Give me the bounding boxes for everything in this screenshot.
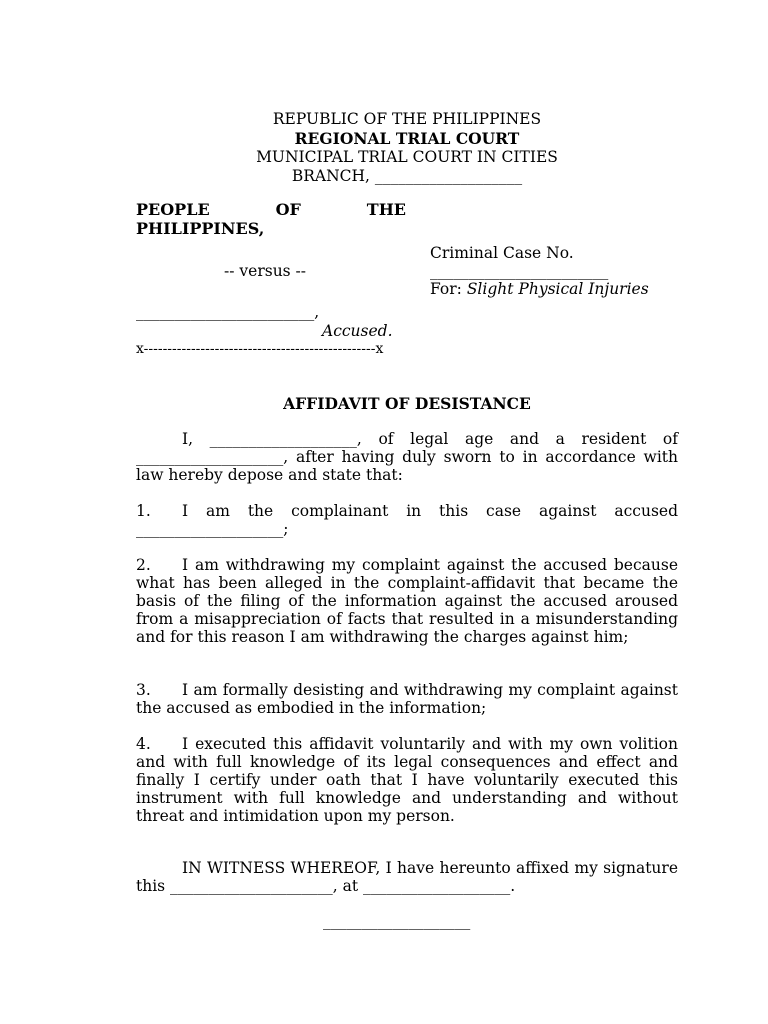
caption-versus: -- versus -- (224, 262, 307, 280)
case-for-value: Slight Physical Injuries (466, 280, 649, 298)
header-republic: REPUBLIC OF THE PHILIPPINES (272, 110, 542, 128)
paragraph-4-text: I executed this affidavit voluntarily and with my own volition and with full knowledge of its legal consequences and effect and finally I certify under oath that I have voluntarily executed this instrument with full knowledge and understanding and without threat and intimidation upon my person. (136, 735, 678, 825)
criminal-case-blank: _______________________ (430, 262, 609, 280)
paragraph-1-number: 1. (136, 502, 151, 520)
case-caption (136, 200, 678, 380)
court-header (136, 110, 678, 186)
case-for-line (430, 280, 649, 299)
caption-divider: x-------------------------------------------------x (136, 341, 384, 357)
accused-name-blank: _______________________, (136, 303, 320, 321)
header-municipal-trial-court: MUNICIPAL TRIAL COURT IN CITIES (256, 148, 558, 166)
document-title: AFFIDAVIT OF DESISTANCE (283, 394, 531, 413)
case-for-label: For: (430, 280, 467, 298)
paragraph-1 (136, 502, 678, 538)
paragraph-3 (136, 681, 678, 717)
paragraph-2-number: 2. (136, 556, 151, 574)
header-branch: BRANCH, ___________________ (291, 167, 523, 185)
caption-people-line1: PEOPLE OF THE (136, 200, 406, 219)
paragraph-1-text: I am the complainant in this case against accused ___________________; (136, 502, 678, 538)
paragraph-3-text: I am formally desisting and withdrawing my complaint against the accused as embodied in the information; (136, 681, 678, 717)
accused-label: Accused. (322, 322, 393, 340)
caption-people-line2: PHILIPPINES, (136, 219, 265, 238)
paragraph-4 (136, 735, 678, 825)
signature-line: ___________________ (323, 912, 471, 930)
intro-paragraph: I, ___________________, of legal age and a resident of ___________________, after having duly sworn to in accordance with law hereby depose and state that: (136, 430, 678, 484)
criminal-case-label: Criminal Case No. (430, 244, 574, 262)
paragraph-2 (136, 556, 678, 646)
header-regional-trial-court: REGIONAL TRIAL COURT (294, 129, 520, 148)
witness-paragraph: IN WITNESS WHEREOF, I have hereunto affixed my signature this _____________________, at ___________________. (136, 859, 678, 895)
paragraph-4-number: 4. (136, 735, 151, 753)
paragraph-2-text: I am withdrawing my complaint against the accused because what has been alleged in the complaint-affidavit that became the basis of the filing of the information against the accused aroused from a misappreciation of facts that resulted in a misunderstanding and for this reason I am withdrawing the charges against him; (136, 556, 678, 646)
paragraph-3-number: 3. (136, 681, 151, 699)
